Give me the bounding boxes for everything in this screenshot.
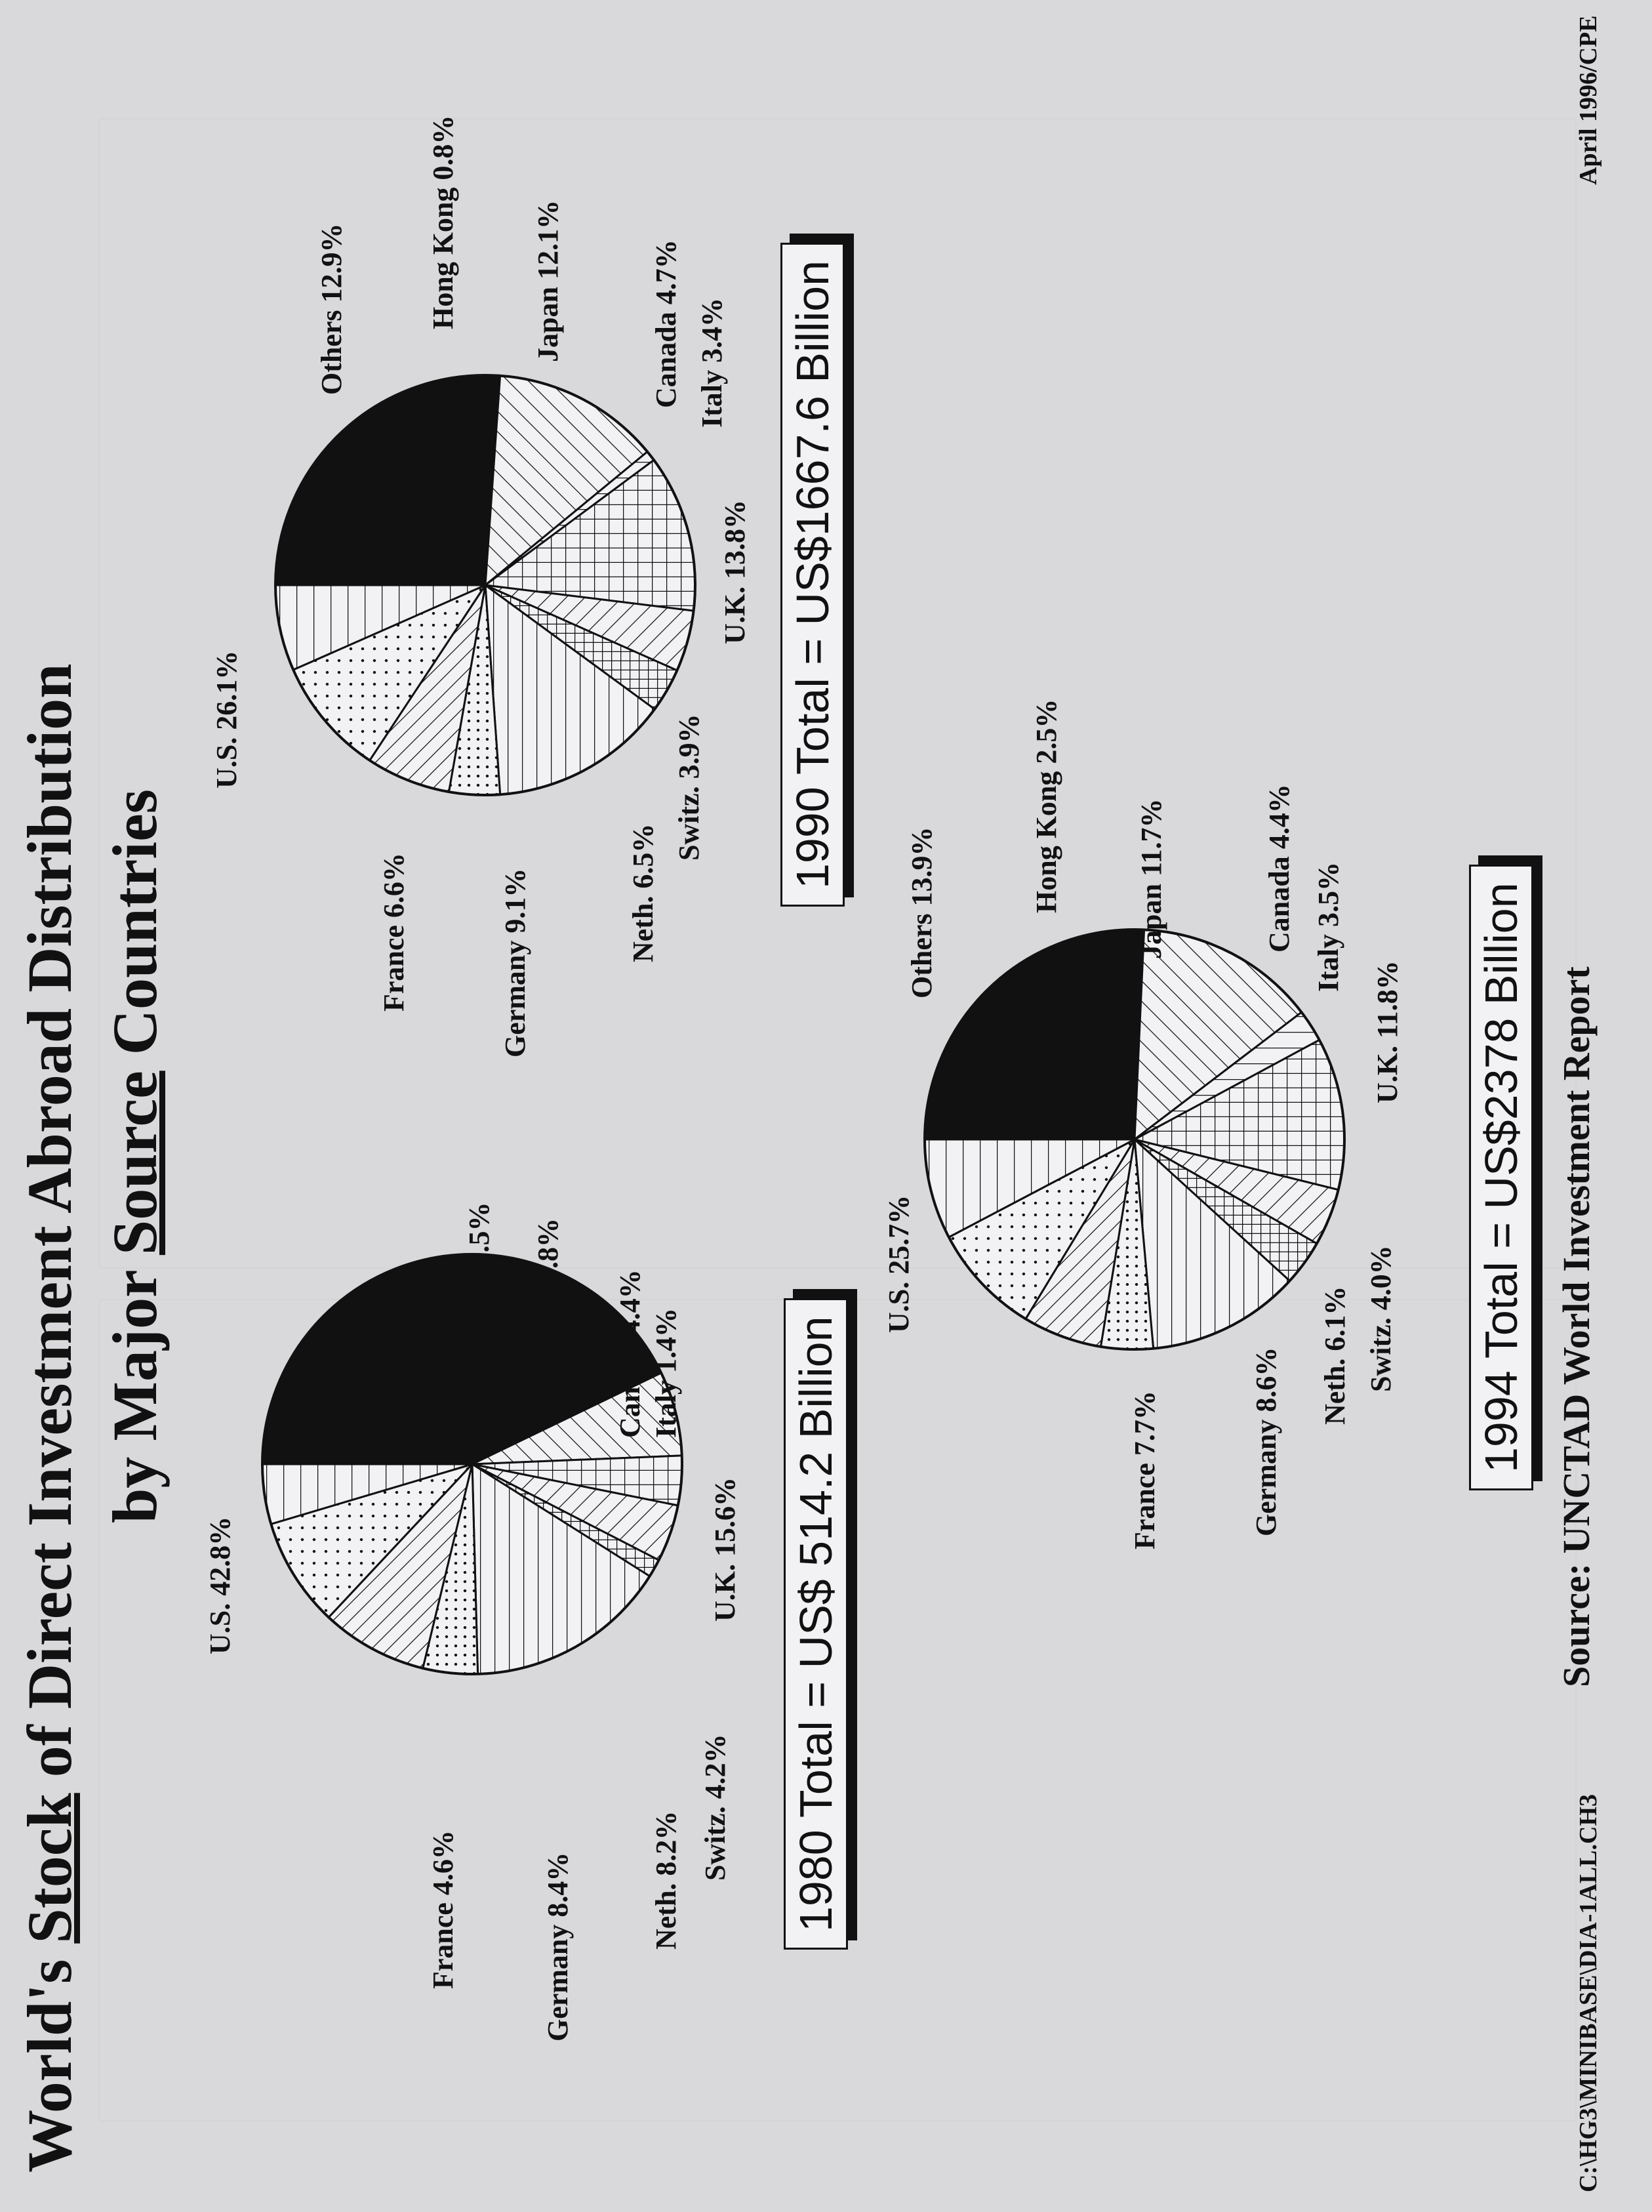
label-japan: Japan 11.7% — [1135, 798, 1167, 959]
label-others: Others 13.9% — [906, 827, 938, 998]
footer-date: April 1996/CPE — [1575, 15, 1602, 185]
label-germany: Germany 8.6% — [1250, 1347, 1282, 1536]
label-neth: Neth. 6.1% — [1319, 1286, 1351, 1425]
label-france: France 6.6% — [378, 853, 410, 1012]
label-us: U.S. 26.1% — [211, 650, 243, 789]
pie-slice-us — [275, 375, 500, 585]
label-italy: Italy 3.5% — [1312, 862, 1344, 992]
label-germany: Germany 9.1% — [499, 868, 531, 1057]
pie-chart-1990 — [262, 362, 708, 808]
label-switz: Switz. 4.0% — [1365, 1245, 1397, 1392]
label-japan: Japan 12.1% — [532, 200, 564, 362]
label-uk: U.K. 15.6% — [709, 1477, 741, 1622]
page-subtitle: by Major Source Countries — [100, 789, 170, 1523]
label-italy: Italy 1.4% — [650, 1308, 682, 1438]
label-hong-kong: Hong Kong 0.8% — [427, 115, 459, 329]
label-switz: Switz. 3.9% — [673, 714, 705, 861]
label-us: U.S. 42.8% — [204, 1516, 236, 1654]
label-neth: Neth. 6.5% — [627, 823, 659, 962]
pie-chart-1994 — [912, 916, 1358, 1362]
footer-file-path: C:\HG3\MINIBASE\DIA-1ALL.CH3 — [1575, 1794, 1602, 2192]
label-japan: Japan 3.8% — [532, 1218, 564, 1366]
label-hong-kong: Hong Kong 2.5% — [1030, 699, 1062, 913]
label-canada: Canada 4.7% — [650, 239, 682, 408]
label-italy: Italy 3.4% — [696, 298, 728, 428]
label-canada: Canada 4.4% — [1263, 784, 1295, 952]
label-neth: Neth. 8.2% — [650, 1811, 682, 1950]
page-title: World's Stock of Direct Investment Abroad Distribution — [14, 663, 85, 2173]
label-switz: Switz. 4.2% — [699, 1734, 731, 1881]
total-1994: 1994 Total = US$2378 Billion — [1469, 865, 1533, 1490]
label-france: France 7.7% — [1129, 1391, 1161, 1549]
label-others: Others 12.9% — [315, 223, 348, 395]
label-canada: Canada 4.4% — [614, 1269, 646, 1438]
source-note: Source: UNCTAD World Investment Report — [1555, 966, 1598, 1687]
label-france: France 4.6% — [427, 1830, 459, 1989]
label-uk: U.K. 13.8% — [719, 500, 751, 644]
label-germany: Germany 8.4% — [542, 1852, 574, 2041]
total-1980: 1980 Total = US$ 514.2 Billion — [784, 1298, 848, 1950]
pie-slice-us — [925, 930, 1144, 1139]
total-1990: 1990 Total = US$1667.6 Billion — [780, 243, 845, 907]
label-uk: U.K. 11.8% — [1371, 960, 1403, 1103]
label-us: U.S. 25.7% — [883, 1195, 915, 1333]
label-others: Others 6.5% — [463, 1202, 495, 1359]
